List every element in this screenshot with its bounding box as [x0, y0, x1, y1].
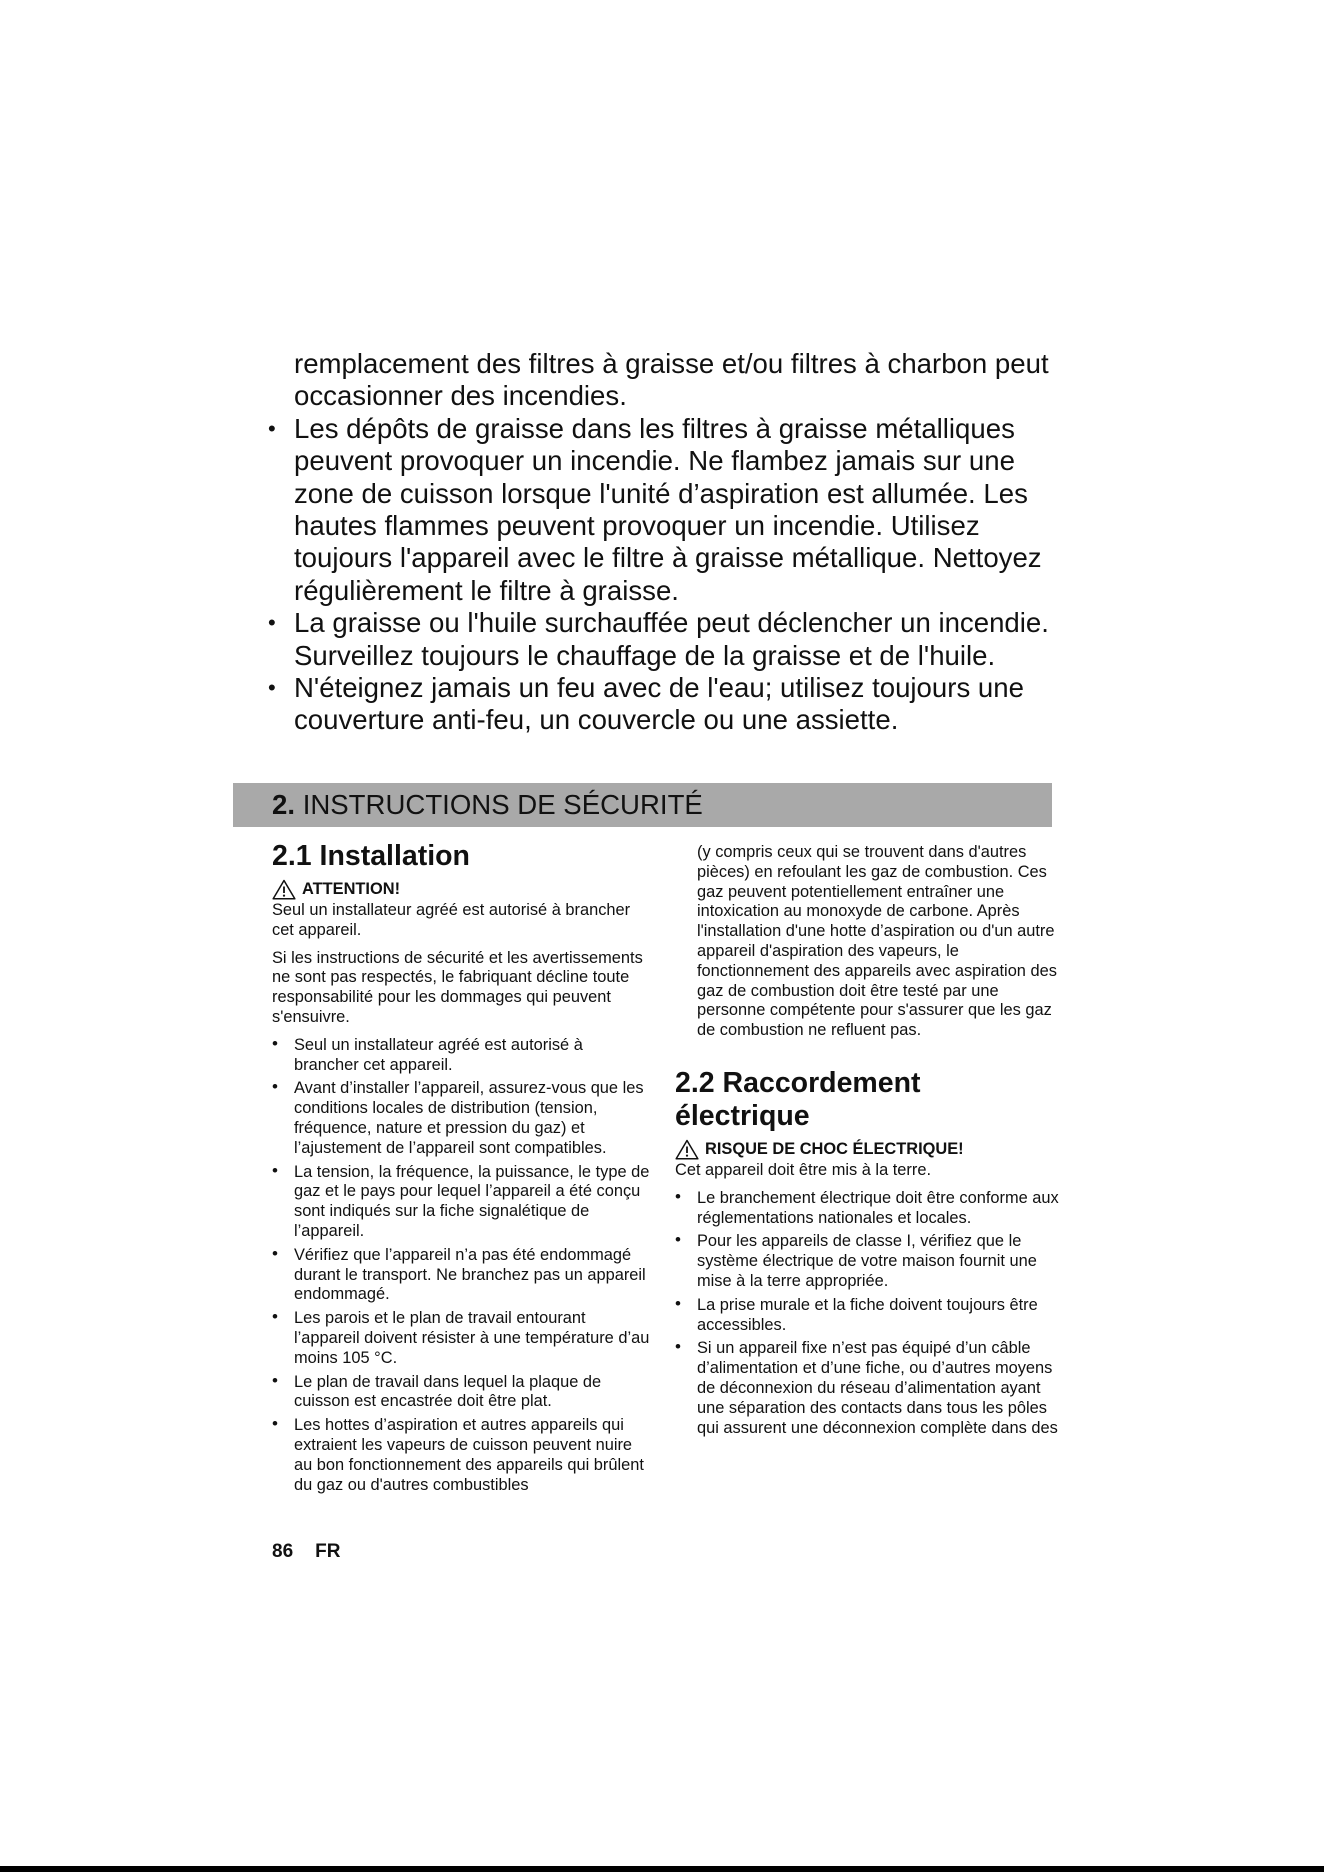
page-footer [272, 1541, 362, 1563]
warning-triangle-icon [272, 879, 296, 900]
installation-continuation: (y compris ceux qui se trouvent dans d'autres pièces) en refoulant les gaz de combustion. Ces gaz peuvent potentiellement entraîner une intoxication au monoxyde de carbone. Après l'installation d'une hotte d’aspiration ou d'un autre appareil d'aspiration des vapeurs, le fonctionnement des appareils avec aspiration des gaz de combustion doit être testé par une personne compétente pour s'assurer que les gaz de combustion ne refluent pas. [697, 843, 1057, 1040]
intro-bullet: • N'éteignez jamais un feu avec de l'eau; utilisez toujours une couverture anti-feu, un couvercle ou une assiette. [268, 672, 1068, 737]
installation-warning [272, 879, 650, 900]
warning-label: RISQUE DE CHOC ÉLECTRIQUE! [705, 1139, 964, 1158]
installation-lead: Seul un installateur agréé est autorisé à brancher cet appareil. [272, 901, 631, 939]
electrical-bullet: • La prise murale et la fiche doivent toujours être accessibles. [675, 1296, 1060, 1336]
intro-bullet: • La graisse ou l'huile surchauffée peut déclencher un incendie. Surveillez toujours le chauffage de la graisse et de l'huile. [268, 607, 1068, 672]
intro-section [268, 348, 1068, 737]
installation-bullet: • Les parois et le plan de travail entourant l’appareil doivent résister à une température d’au moins 105 °C. [272, 1309, 650, 1368]
electrical-bullet: • Si un appareil fixe n’est pas équipé d’un câble d’alimentation et d’une fiche, ou d’autres moyens de déconnexion du réseau d’alimentation ayant une séparation des contacts dans tous les pôles qui assurent une déconnexion complète dans des [675, 1339, 1060, 1438]
page-number: 86 [272, 1541, 294, 1562]
intro-continuation: remplacement des filtres à graisse et/ou filtres à charbon peut occasionner des incendies. [294, 348, 1049, 412]
electrical-lead: Cet appareil doit être mis à la terre. [675, 1160, 931, 1179]
right-column [675, 843, 1060, 1442]
installation-heading: 2.1 Installation [272, 840, 470, 872]
electrical-warning [675, 1139, 1060, 1160]
installation-bullet: • Seul un installateur agréé est autorisé à brancher cet appareil. [272, 1036, 650, 1076]
intro-bullet: • Les dépôts de graisse dans les filtres à graisse métalliques peuvent provoquer un incendie. Ne flambez jamais sur une zone de cuisson lorsque l'unité d’aspiration est allumée. Les hautes flammes peuvent provoquer un incendie. Utilisez toujours l'appareil avec le filtre à graisse métallique. Nettoyez régulièrement le filtre à graisse. [268, 413, 1068, 607]
warning-triangle-icon [675, 1139, 699, 1160]
installation-bullet: • La tension, la fréquence, la puissance, le type de gaz et le pays pour lequel l’appareil a été conçu sont indiqués sur la fiche signalétique de l’appareil. [272, 1163, 650, 1242]
left-column [272, 840, 650, 1499]
electrical-bullet: • Le branchement électrique doit être conforme aux réglementations nationales et locales. [675, 1189, 1060, 1229]
section-banner [233, 783, 1052, 827]
electrical-bullet-list [675, 1189, 1060, 1439]
language-code: FR [315, 1541, 341, 1562]
section-title: INSTRUCTIONS DE SÉCURITÉ [302, 789, 703, 820]
warning-label: ATTENTION! [302, 879, 401, 898]
electrical-bullet: • Pour les appareils de classe I, vérifiez que le système électrique de votre maison fournit une mise à la terre appropriée. [675, 1232, 1060, 1291]
installation-bullet: • Les hottes d’aspiration et autres appareils qui extraient les vapeurs de cuisson peuvent nuire au bon fonctionnement des appareils qui brûlent du gaz ou d'autres combustibles [272, 1416, 650, 1495]
installation-paragraph: Si les instructions de sécurité et les avertissements ne sont pas respectés, le fabriquant décline toute responsabilité pour les dommages qui peuvent s'ensuivre. [272, 948, 643, 1026]
installation-bullet: • Avant d’installer l’appareil, assurez-vous que les conditions locales de distribution (tension, fréquence, nature et pression du gaz) et l’ajustement de l’appareil sont compatibles. [272, 1079, 650, 1158]
section-number: 2. [272, 789, 296, 820]
electrical-heading: 2.2 Raccordement électrique [675, 1066, 921, 1132]
bottom-border [0, 1866, 1324, 1872]
installation-bullet: • Le plan de travail dans lequel la plaque de cuisson est encastrée doit être plat. [272, 1373, 650, 1413]
installation-bullet: • Vérifiez que l’appareil n’a pas été endommagé durant le transport. Ne branchez pas un appareil endommagé. [272, 1246, 650, 1305]
intro-bullet-list [268, 413, 1068, 737]
installation-bullet-list [272, 1036, 650, 1496]
